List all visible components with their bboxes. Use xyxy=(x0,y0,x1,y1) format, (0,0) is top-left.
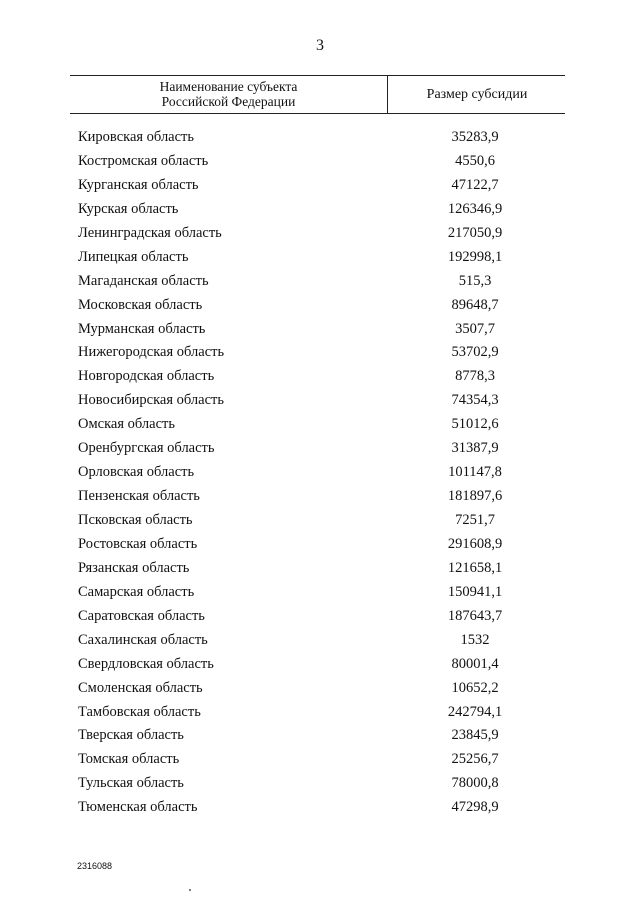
subsidy-amount: 7251,7 xyxy=(455,512,495,528)
table-row xyxy=(0,557,640,581)
subsidy-amount: 217050,9 xyxy=(447,224,503,241)
subsidy-amount: 47122,7 xyxy=(451,176,499,193)
table-row xyxy=(0,461,640,485)
table-row xyxy=(0,724,640,748)
region-name: Тамбовская область xyxy=(78,703,201,720)
region-name: Псковская область xyxy=(78,512,193,528)
subsidy-amount: 121658,1 xyxy=(447,559,503,576)
subsidy-amount: 31387,9 xyxy=(451,440,499,457)
subsidy-amount: 515,3 xyxy=(458,272,492,289)
table-row xyxy=(0,341,640,365)
region-name: Липецкая область xyxy=(78,248,189,265)
subsidy-amount: 4550,6 xyxy=(455,152,495,169)
subsidy-amount: 242794,1 xyxy=(447,703,503,720)
subsidy-amount: 51012,6 xyxy=(451,416,499,433)
scan-dot-mark xyxy=(189,889,191,891)
subsidy-amount: 1532 xyxy=(460,631,490,648)
subsidy-amount: 35283,9 xyxy=(451,129,499,145)
region-name: Костромская область xyxy=(78,152,209,169)
region-name: Кировская область xyxy=(78,129,195,145)
region-name: Сахалинская область xyxy=(78,631,208,648)
table-row xyxy=(0,246,640,270)
region-name: Курская область xyxy=(78,200,179,217)
table-row xyxy=(0,796,640,820)
table-row xyxy=(0,198,640,222)
region-name: Ленинградская область xyxy=(78,224,222,241)
region-name: Московская область xyxy=(78,296,203,313)
subsidy-amount: 80001,4 xyxy=(451,655,499,672)
region-name: Новосибирская область xyxy=(78,392,224,409)
table-row xyxy=(0,605,640,629)
table-row xyxy=(0,222,640,246)
table-row xyxy=(0,533,640,557)
subsidy-amount: 192998,1 xyxy=(447,248,503,265)
region-name: Смоленская область xyxy=(78,679,203,696)
column-header-region-name xyxy=(70,76,388,113)
subsidy-amount: 25256,7 xyxy=(451,751,499,768)
subsidy-amount: 8778,3 xyxy=(455,368,495,385)
subsidy-amount: 181897,6 xyxy=(447,488,503,505)
subsidy-amount: 47298,9 xyxy=(451,799,499,816)
subsidy-amount: 126346,9 xyxy=(447,200,503,217)
table-row xyxy=(0,485,640,509)
column-header-region-name-line1: Наименование субъекта xyxy=(159,79,298,94)
region-name: Тверская область xyxy=(78,727,184,744)
table-header xyxy=(70,75,565,114)
region-name: Курганская область xyxy=(78,176,199,193)
table-row xyxy=(0,437,640,461)
table-row xyxy=(0,677,640,701)
subsidy-amount: 89648,7 xyxy=(451,296,499,313)
region-name: Магаданская область xyxy=(78,272,209,289)
subsidy-amount: 10652,2 xyxy=(451,679,499,696)
table-row xyxy=(0,413,640,437)
region-name: Оренбургская область xyxy=(78,440,215,457)
page-number: 3 xyxy=(316,37,324,54)
region-name: Тульская область xyxy=(78,775,184,792)
table-row xyxy=(0,318,640,342)
region-name: Нижегородская область xyxy=(78,344,225,361)
table-row xyxy=(0,509,640,533)
subsidy-amount: 187643,7 xyxy=(447,607,503,624)
region-name: Свердловская область xyxy=(78,655,214,672)
subsidy-amount: 291608,9 xyxy=(447,535,503,552)
table-row xyxy=(0,629,640,653)
column-header-region-name-line2: Российской Федерации xyxy=(161,94,296,109)
region-name: Новгородская область xyxy=(78,368,215,385)
region-name: Самарская область xyxy=(78,583,195,600)
subsidy-amount: 150941,1 xyxy=(447,583,503,600)
region-name: Рязанская область xyxy=(78,559,190,576)
table-row xyxy=(0,270,640,294)
subsidy-amount: 78000,8 xyxy=(451,775,499,792)
region-name: Пензенская область xyxy=(78,488,200,505)
subsidy-amount: 53702,9 xyxy=(451,344,499,361)
table-row xyxy=(0,150,640,174)
subsidy-amount: 3507,7 xyxy=(455,320,495,337)
region-name: Саратовская область xyxy=(78,607,205,624)
region-name: Орловская область xyxy=(78,464,195,481)
subsidy-amount: 74354,3 xyxy=(451,392,499,409)
table-row xyxy=(0,701,640,725)
document-code: 2316088 xyxy=(77,861,113,871)
table-row xyxy=(0,653,640,677)
table-row xyxy=(0,174,640,198)
region-name: Тюменская область xyxy=(78,799,198,816)
table-row xyxy=(0,126,640,150)
column-header-subsidy-amount: Размер субсидии xyxy=(426,87,528,102)
table-body xyxy=(0,126,640,820)
region-name: Ростовская область xyxy=(78,535,198,552)
table-row xyxy=(0,389,640,413)
table-row xyxy=(0,294,640,318)
region-name: Омская область xyxy=(78,416,175,433)
region-name: Томская область xyxy=(78,751,180,768)
table-row xyxy=(0,772,640,796)
subsidy-amount: 101147,8 xyxy=(448,464,502,481)
subsidy-amount: 23845,9 xyxy=(451,727,499,744)
table-row xyxy=(0,365,640,389)
table-row xyxy=(0,748,640,772)
table-row xyxy=(0,581,640,605)
region-name: Мурманская область xyxy=(78,320,206,337)
